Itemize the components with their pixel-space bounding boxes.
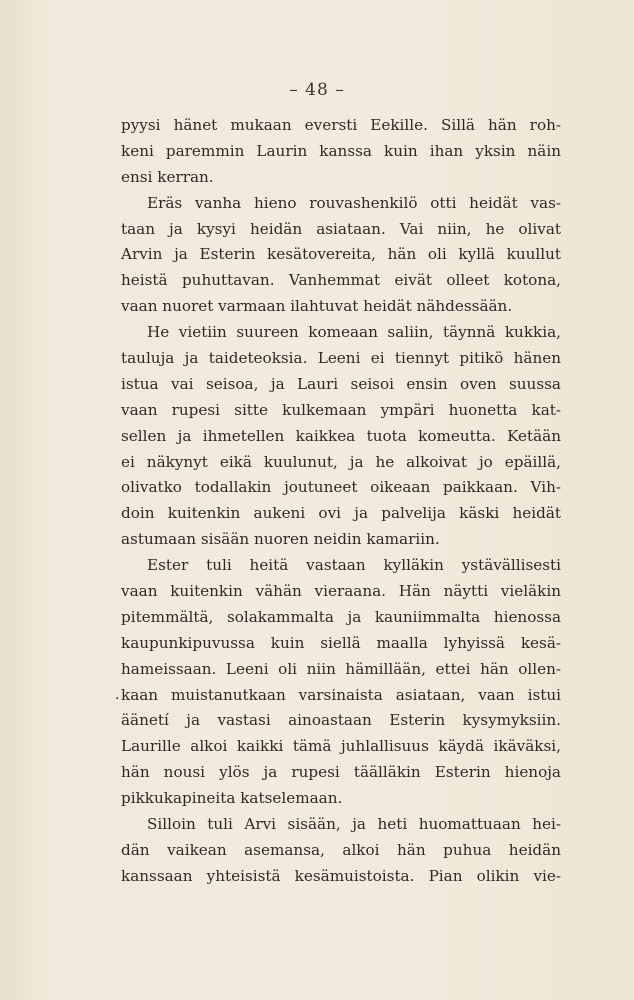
text-line-content: istua vai seisoa, ja Lauri seisoi ensin oven suussa (121, 374, 561, 393)
text-line-content: keni paremmin Laurin kanssa kuin ihan yksin näin (121, 141, 561, 160)
text-line (121, 398, 561, 424)
text-line (121, 113, 561, 139)
text-line-content: tauluja ja taideteoksia. Leeni ei tiennyt pitikö hänen (121, 349, 561, 368)
text-line-content: ei näkynyt eikä kuulunut, ja he alkoivat jo epäillä, (121, 452, 561, 471)
text-line (121, 605, 561, 631)
text-line-content: Laurille alkoi kaikki tämä juhlallisuus käydä ikäväksi, (121, 737, 561, 756)
stray-mark: . (115, 686, 120, 703)
text-line-content: pikkukapineita katselemaan. (121, 789, 343, 808)
text-line-content: Silloin tuli Arvi sisään, ja heti huomattuaan hei- (147, 815, 561, 834)
text-line-content: kaan muistanutkaan varsinaista asiataan, vaan istui (121, 685, 561, 704)
text-line (121, 657, 561, 683)
text-line-content: sellen ja ihmetellen kaikkea tuota komeutta. Ketään (121, 426, 561, 445)
text-line (121, 191, 561, 217)
text-line (121, 734, 561, 760)
text-line-content: kaupunkipuvussa kuin siellä maalla lyhyissä kesä- (121, 633, 561, 652)
text-line (121, 501, 561, 527)
text-line-content: hameissaan. Leeni oli niin hämillään, ettei hän ollen- (121, 659, 561, 678)
text-line (121, 786, 561, 812)
text-line-content: He vietiin suureen komeaan saliin, täynnä kukkia, (147, 323, 561, 342)
text-line-content: olivatko todallakin joutuneet oikeaan paikkaan. Vih- (121, 478, 561, 497)
text-line (121, 268, 561, 294)
text-line-content: Eräs vanha hieno rouvashenkilö otti heidät vas- (147, 193, 561, 212)
text-line (121, 450, 561, 476)
text-line (121, 553, 561, 579)
text-line (121, 864, 561, 890)
text-line-content: Arvin ja Esterin kesätovereita, hän oli kyllä kuullut (121, 245, 561, 264)
text-line-content: vaan nuoret varmaan ilahtuvat heidät nähdessään. (121, 297, 513, 316)
text-line (121, 217, 561, 243)
text-line-content: kanssaan yhteisistä kesämuistoista. Pian olikin vie- (121, 866, 561, 885)
body-text (115, 113, 561, 890)
text-line-content: pyysi hänet mukaan eversti Eekille. Sillä hän roh- (121, 116, 561, 134)
text-line (121, 242, 561, 268)
text-line (121, 760, 561, 786)
text-line-content: vaan kuitenkin vähän vieraana. Hän näytti vieläkin (121, 582, 561, 601)
text-line (121, 527, 561, 553)
text-line-content: ensi kerran. (121, 167, 214, 186)
text-line-content: äänetí ja vastasi ainoastaan Esterin kysymyksiin. (121, 711, 561, 730)
text-line (121, 346, 561, 372)
text-line (121, 424, 561, 450)
text-line-content: doin kuitenkin aukeni ovi ja palvelija käski heidät (121, 504, 561, 523)
text-line (121, 812, 561, 838)
text-line (121, 708, 561, 734)
text-line-content: astumaan sisään nuoren neidin kamariin. (121, 530, 440, 549)
text-line-content: dän vaikean asemansa, alkoi hän puhua heidän (121, 840, 561, 859)
page-number: – 48 – (289, 80, 345, 100)
text-line-content: heistä puhuttavan. Vanhemmat eivät olleet kotona, (121, 271, 561, 290)
text-line (121, 631, 561, 657)
text-line (121, 372, 561, 398)
text-line-content: vaan rupesi sitte kulkemaan ympäri huonetta kat- (121, 400, 561, 419)
text-line-content: Ester tuli heitä vastaan kylläkin ystävällisesti (147, 556, 561, 575)
text-line (115, 683, 561, 709)
text-line-content: pitemmältä, solakammalta ja kauniimmalta hienossa (121, 607, 561, 626)
text-line-content: taan ja kysyi heidän asiataan. Vai niin, he olivat (121, 219, 561, 238)
text-line (121, 579, 561, 605)
text-line-content: hän nousi ylös ja rupesi täälläkin Esterin hienoja (121, 763, 561, 782)
text-line (121, 320, 561, 346)
text-line (121, 838, 561, 864)
text-line (121, 165, 561, 191)
text-line (121, 139, 561, 165)
text-line (121, 294, 561, 320)
text-line (121, 475, 561, 501)
